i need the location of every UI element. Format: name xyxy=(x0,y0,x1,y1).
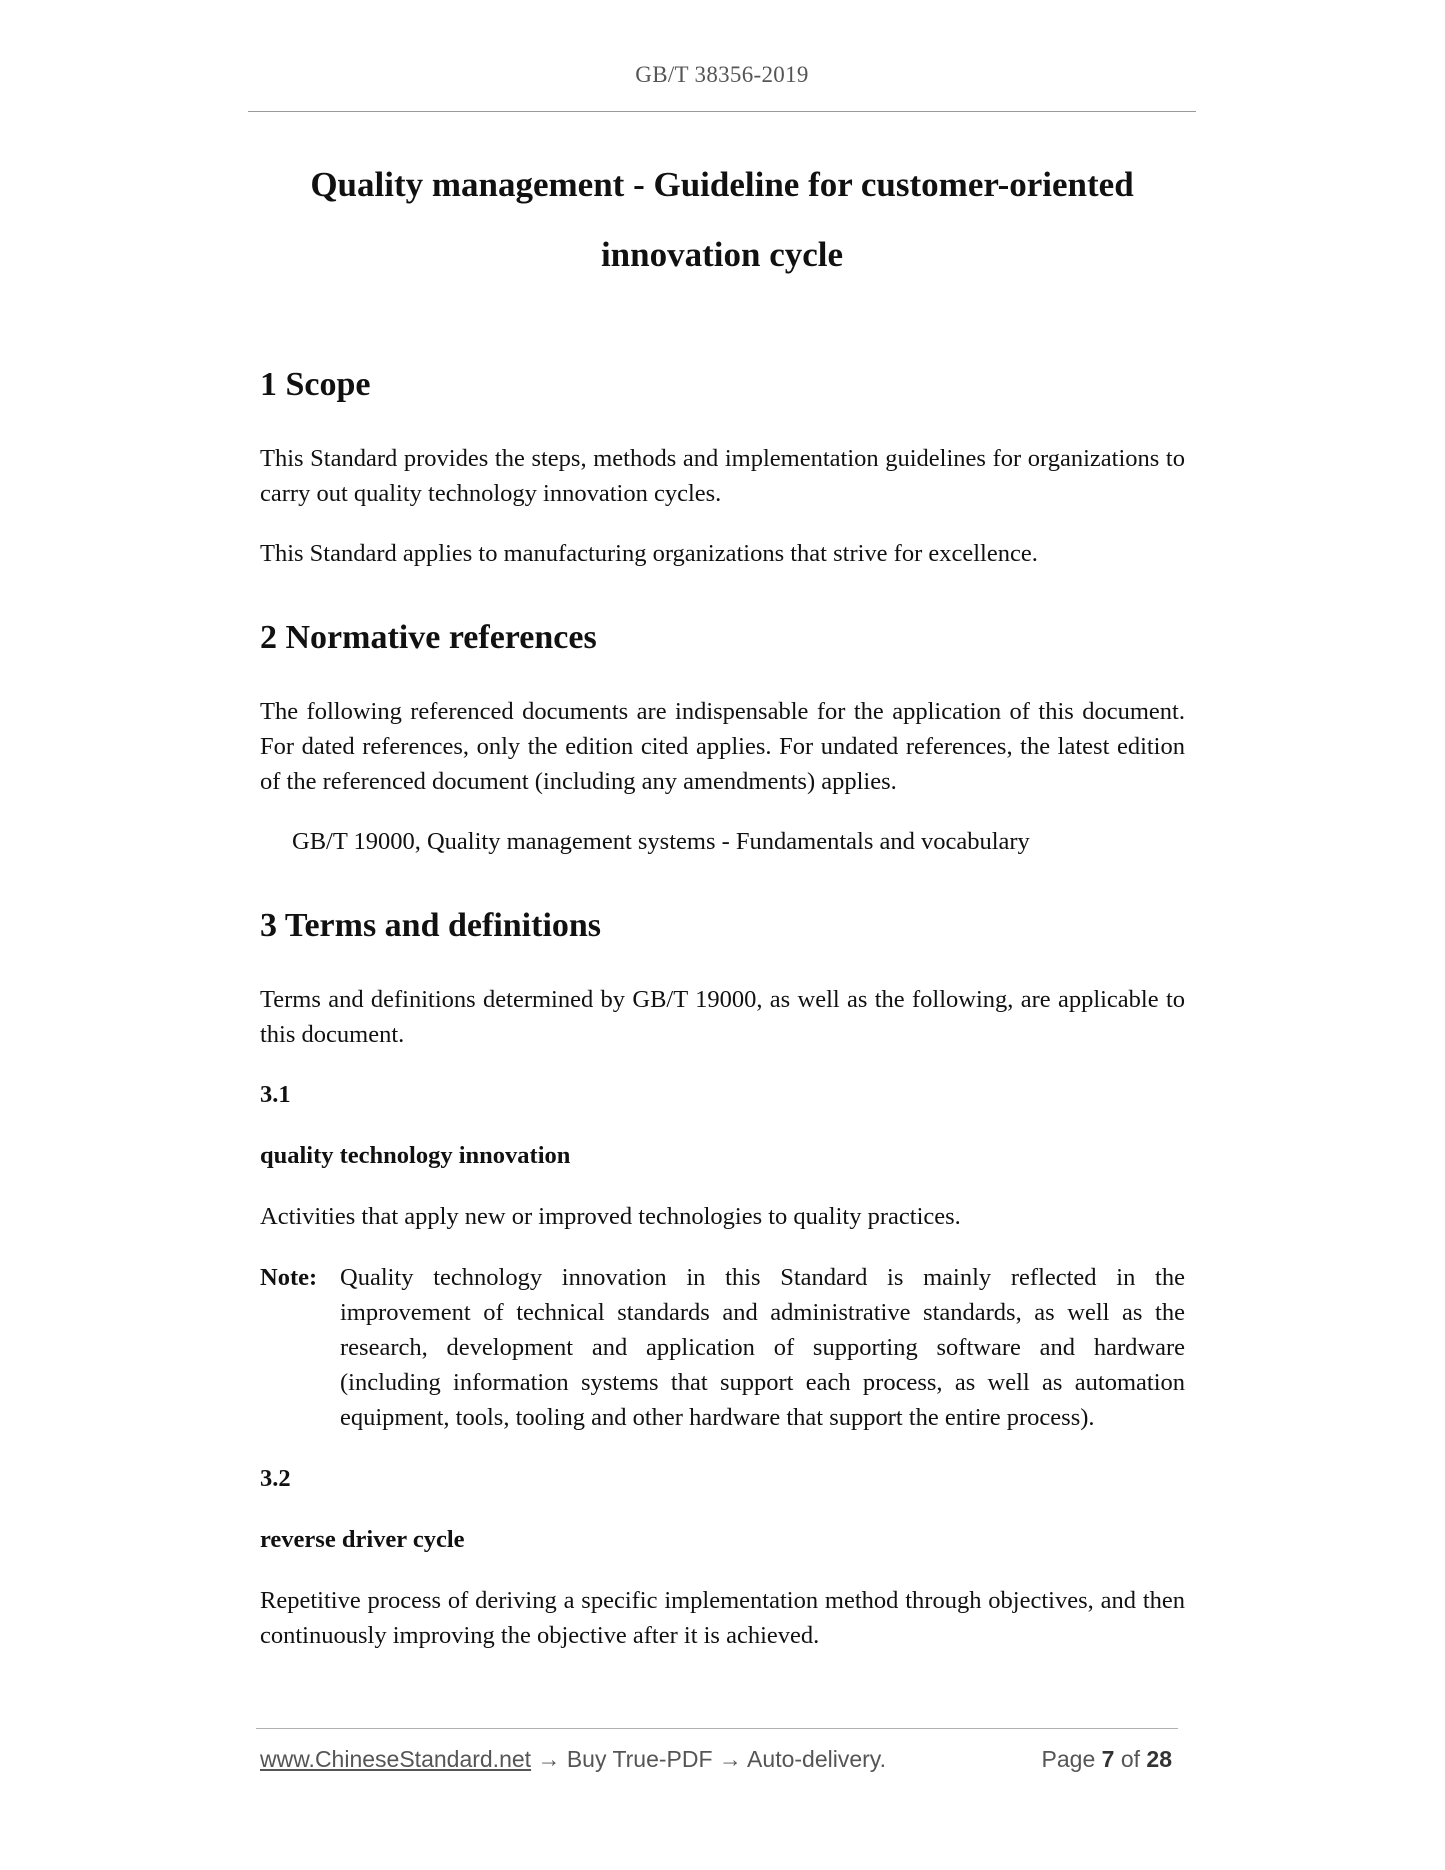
term-3-1-number-block xyxy=(260,1077,1185,1112)
title-line-2: innovation cycle xyxy=(600,235,844,274)
terms-intro: Terms and definitions determined by GB/T 19000, as well as the following, are applicable to this document. xyxy=(260,986,1185,1048)
page-header: GB/T 38356-2019 xyxy=(635,62,809,87)
header-divider xyxy=(248,111,1196,112)
page-footer xyxy=(260,1746,1180,1780)
term-3-2-number-block xyxy=(260,1461,1185,1496)
total-pages-number: 28 xyxy=(1146,1746,1172,1772)
normative-reference-block xyxy=(260,824,1185,859)
normative-paragraph: The following referenced documents are indispensable for the application of this document. For dated references, only the edition cited applies. For undated references, the latest edition of the referenced document (including any amendments) applies. xyxy=(260,698,1185,795)
note-label: Note: xyxy=(260,1264,318,1291)
term-note xyxy=(260,1260,1185,1435)
title-line-1: Quality management - Guideline for customer-oriented xyxy=(310,165,1134,204)
footer-divider xyxy=(256,1728,1178,1729)
normative-reference-item: GB/T 19000, Quality management systems - Fundamentals and vocabulary xyxy=(292,828,1030,855)
section-scope xyxy=(260,365,1185,405)
term-name: quality technology innovation xyxy=(260,1142,571,1169)
term-3-1-name-block xyxy=(260,1138,1185,1173)
scope-paragraph-1: This Standard provides the steps, methods and implementation guidelines for organizations to carry out quality technology innovation cycles. xyxy=(260,445,1185,507)
site-link[interactable]: www.ChineseStandard.net xyxy=(260,1746,532,1772)
section-heading-terms: 3 Terms and definitions xyxy=(260,907,602,944)
term-definition: Activities that apply new or improved technologies to quality practices. xyxy=(260,1203,961,1230)
term-name: reverse driver cycle xyxy=(260,1526,465,1553)
document-title xyxy=(248,150,1196,290)
of-word: of xyxy=(1120,1746,1141,1772)
page-indicator xyxy=(1042,1746,1172,1773)
scope-paragraph-1-block xyxy=(260,441,1185,511)
term-3-1-note-block xyxy=(260,1260,1185,1435)
note-text: Quality technology innovation in this Standard is mainly reflected in the improvement of technical standards and administrative standards, as well as the research, development and application of supporting software and hardware (including information systems that support each process, as well as automation equipment, tools, tooling and other hardware that support the entire process). xyxy=(340,1264,1185,1431)
term-number: 3.1 xyxy=(260,1081,291,1108)
scope-paragraph-2: This Standard applies to manufacturing organizations that strive for excellence. xyxy=(260,540,1038,567)
normative-paragraph-block xyxy=(260,694,1185,799)
scope-paragraph-2-block xyxy=(260,536,1185,571)
term-3-2-name-block xyxy=(260,1522,1185,1557)
term-definition: Repetitive process of deriving a specific implementation method through objectives, and then continuously improving the objective after it is achieved. xyxy=(260,1587,1185,1649)
current-page-number: 7 xyxy=(1101,1746,1115,1772)
footer-promo-text: → Buy True-PDF → Auto-delivery. xyxy=(531,1746,886,1772)
section-terms xyxy=(260,906,1185,946)
term-3-1-definition-block xyxy=(260,1199,1185,1234)
terms-intro-block xyxy=(260,982,1185,1052)
term-3-2-definition-block xyxy=(260,1583,1185,1653)
term-number: 3.2 xyxy=(260,1465,291,1492)
section-heading-scope: 1 Scope xyxy=(260,366,371,403)
page-word: Page xyxy=(1041,1746,1096,1772)
section-heading-normative: 2 Normative references xyxy=(260,619,597,656)
section-normative xyxy=(260,618,1185,658)
footer-promo xyxy=(260,1746,886,1773)
